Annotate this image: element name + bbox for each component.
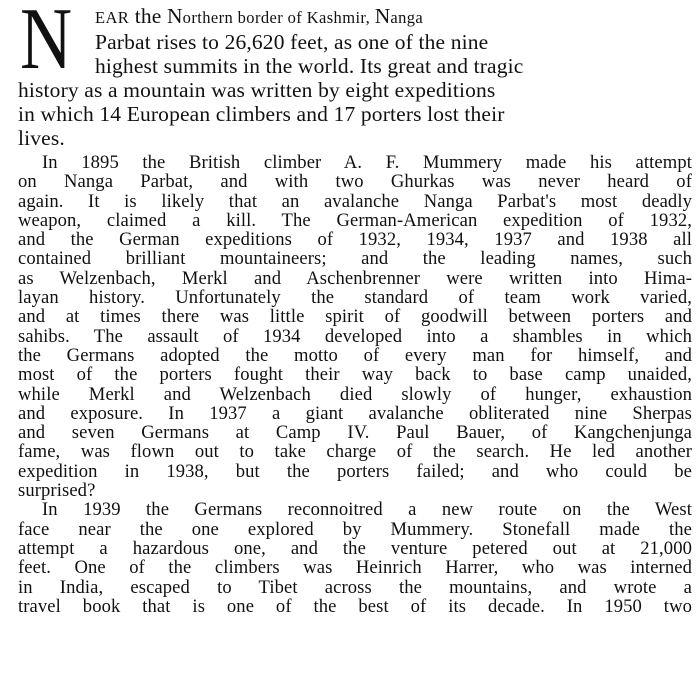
text-line: contained brilliant mountaineers; and the leading names, such (18, 248, 692, 270)
lead-line: highest summits in the world. Its great and tragic (95, 54, 524, 78)
lead-line: in which 14 European climbers and 17 porters lost their (18, 102, 505, 126)
text-line: and the German expeditions of 1932, 1934, 1937 and 1938 all (18, 229, 692, 251)
first-word-rest: EAR (95, 8, 130, 27)
text-line: layan history. Unfortunately the standard of team work varied, (18, 287, 692, 309)
text-line: weapon, claimed a kill. The German-American expedition of 1932, (18, 209, 692, 231)
lead-text: N (374, 4, 391, 28)
text-line: face near the one explored by Mummery. Stonefall made the (18, 518, 692, 540)
body-text (18, 153, 692, 616)
text-line: attempt a hazardous one, and the venture petered out at 21,000 (18, 537, 692, 559)
lead-line (18, 4, 692, 30)
text-line: surprised? (18, 480, 96, 502)
lead-text: N (166, 4, 183, 28)
text-line: on Nanga Parbat, and with two Ghurkas was never heard of (18, 171, 692, 193)
lead-paragraph (18, 0, 692, 150)
text-line: sahibs. The assault of 1934 developed into a shambles in which (18, 325, 692, 347)
text-line: in India, escaped to Tibet across the mountains, and wrote a (18, 576, 692, 598)
text-line: and exposure. In 1937 a giant avalanche obliterated nine Sherpas (18, 402, 692, 424)
text-line: expedition in 1938, but the porters failed; and who could be (18, 460, 692, 482)
text-line: and seven Germans at Camp IV. Paul Bauer, of Kangchenjunga (18, 422, 692, 444)
lead-text: anga (390, 8, 424, 27)
lead-line: Parbat rises to 26,620 feet, as one of the nine (95, 30, 489, 54)
lead-line: history as a mountain was written by eight expeditions (18, 78, 496, 102)
text-line: while Merkl and Welzenbach died slowly of hunger, exhaustion (18, 383, 692, 405)
text-line: the Germans adopted the motto of every man for himself, and (18, 344, 692, 366)
text-line: In 1939 the Germans reconnoitred a new route on the West (42, 499, 692, 521)
text-line: In 1895 the British climber A. F. Mummery made his attempt (42, 152, 692, 173)
paragraph-2 (18, 500, 692, 616)
article (18, 0, 692, 617)
text-line: fame, was flown out to take charge of the search. He led another (18, 441, 692, 463)
text-line: as Welzenbach, Merkl and Aschenbrenner were written into Hima- (18, 267, 692, 289)
text-line: most of the porters fought their way back to base camp unaided, (18, 364, 692, 386)
lead-text: the (129, 4, 167, 28)
text-line: feet. One of the climbers was Heinrich Harrer, who was interned (18, 557, 692, 579)
paragraph-1 (18, 153, 692, 500)
lead-line: lives. (18, 126, 65, 150)
lead-text: orthern border of Kashmir, (182, 8, 375, 27)
text-line: again. It is likely that an avalanche Nanga Parbat's most deadly (18, 190, 692, 212)
drop-cap: N (20, 0, 73, 88)
text-line: and at times there was little spirit of goodwill between porters and (18, 306, 692, 328)
text-line: travel book that is one of the best of its decade. In 1950 two (18, 595, 692, 617)
